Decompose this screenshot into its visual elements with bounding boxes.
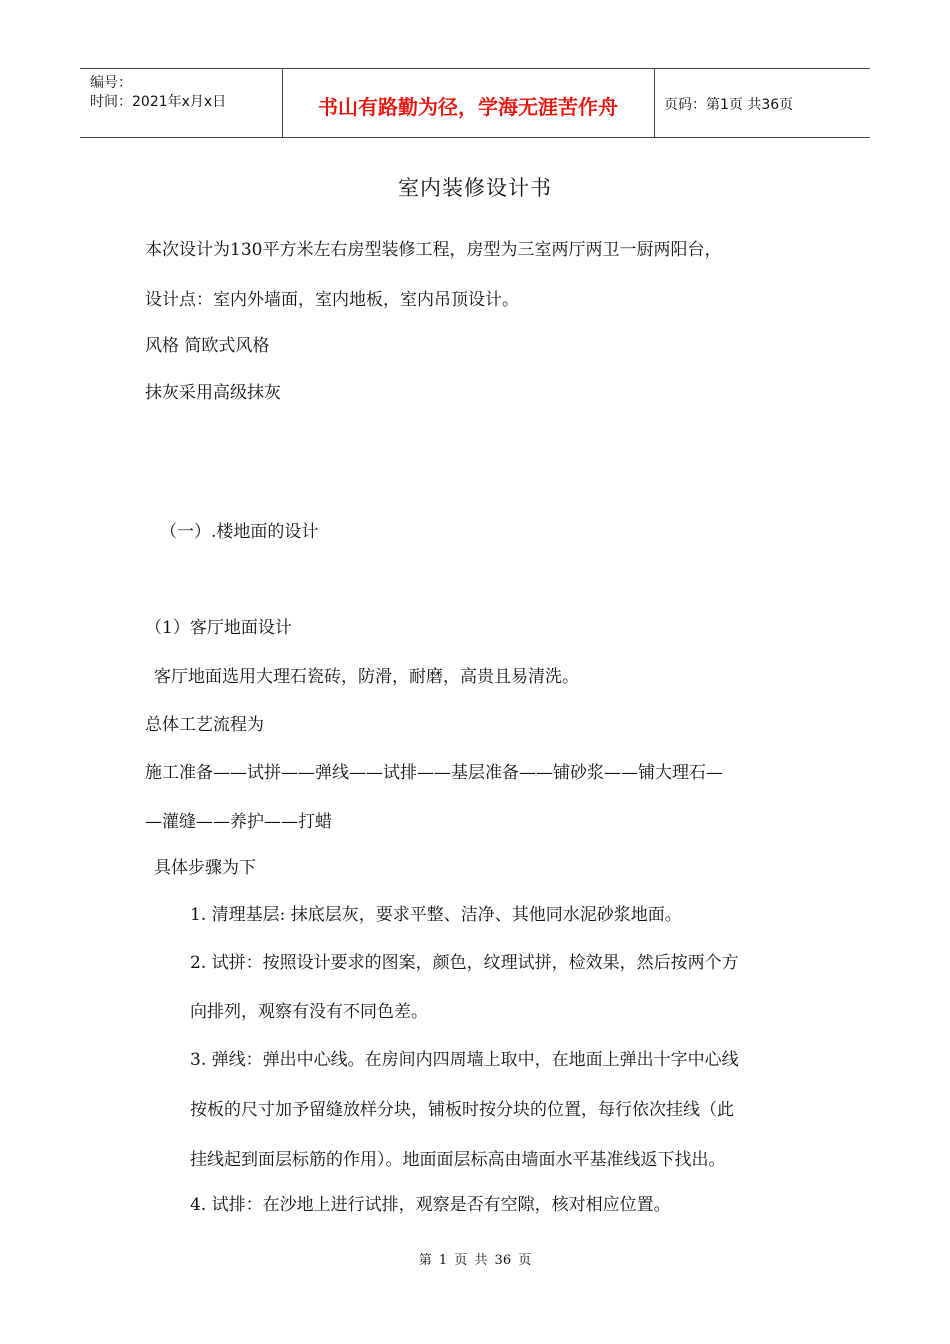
step-3-line-1: 3. 弹线：弹出中心线。在房间内四周墙上取中，在地面上弹出十字中心线 — [190, 1050, 739, 1070]
paragraph-process-line-2: —灌缝——养护——打蜡 — [145, 812, 332, 832]
paragraph-process-line-1: 施工准备——试拼——弹线——试排——基层准备——铺砂浆——铺大理石— — [145, 763, 723, 783]
header-meta-cell — [80, 69, 283, 137]
paragraph-process-heading: 总体工艺流程为 — [145, 715, 264, 735]
paragraph-design-points: 设计点：室内外墙面，室内地板，室内吊顶设计。 — [145, 290, 519, 310]
step-2-line-1: 2. 试拼：按照设计要求的图案，颜色，纹理试拼，检效果，然后按两个方 — [190, 953, 739, 973]
section-heading-floor: （一）.楼地面的设计 — [160, 522, 319, 542]
serial-label: 编号： — [90, 75, 132, 91]
step-3-line-2: 按板的尺寸加予留缝放样分块，铺板时按分块的位置，每行依次挂线（此 — [190, 1100, 734, 1120]
paragraph-style: 风格 简欧式风格 — [145, 336, 270, 356]
step-2-line-2: 向排列，观察有没有不同色差。 — [190, 1002, 428, 1022]
page-footer: 第 1 页 共 36 页 — [418, 1253, 532, 1268]
paragraph-living-room: 客厅地面选用大理石瓷砖，防滑，耐磨，高贵且易清洗。 — [154, 667, 579, 687]
header-motto-cell — [282, 69, 655, 137]
subsection-heading-living-room: （1）客厅地面设计 — [145, 618, 292, 638]
step-4: 4. 试排：在沙地上进行试排，观察是否有空隙，核对相应位置。 — [190, 1195, 671, 1215]
header-page-info: 页码：第1页 共36页 — [664, 97, 794, 113]
document-title: 室内装修设计书 — [398, 176, 552, 200]
header-motto: 书山有路勤为径，学海无涯苦作舟 — [318, 95, 618, 119]
paragraph-plaster: 抹灰采用高级抹灰 — [145, 383, 281, 403]
time-label: 时间：2021年x月x日 — [90, 94, 227, 110]
header-page-cell — [654, 69, 870, 137]
step-3-line-3: 挂线起到面层标筋的作用）。地面面层标高由墙面水平基准线返下找出。 — [190, 1150, 726, 1170]
paragraph-intro: 本次设计为130平方米左右房型装修工程，房型为三室两厅两卫一厨两阳台， — [145, 240, 722, 260]
page-header — [80, 68, 870, 138]
step-1: 1. 清理基层: 抹底层灰，要求平整、洁净、其他同水泥砂浆地面。 — [190, 905, 682, 925]
paragraph-steps-heading: 具体步骤为下 — [154, 858, 256, 878]
